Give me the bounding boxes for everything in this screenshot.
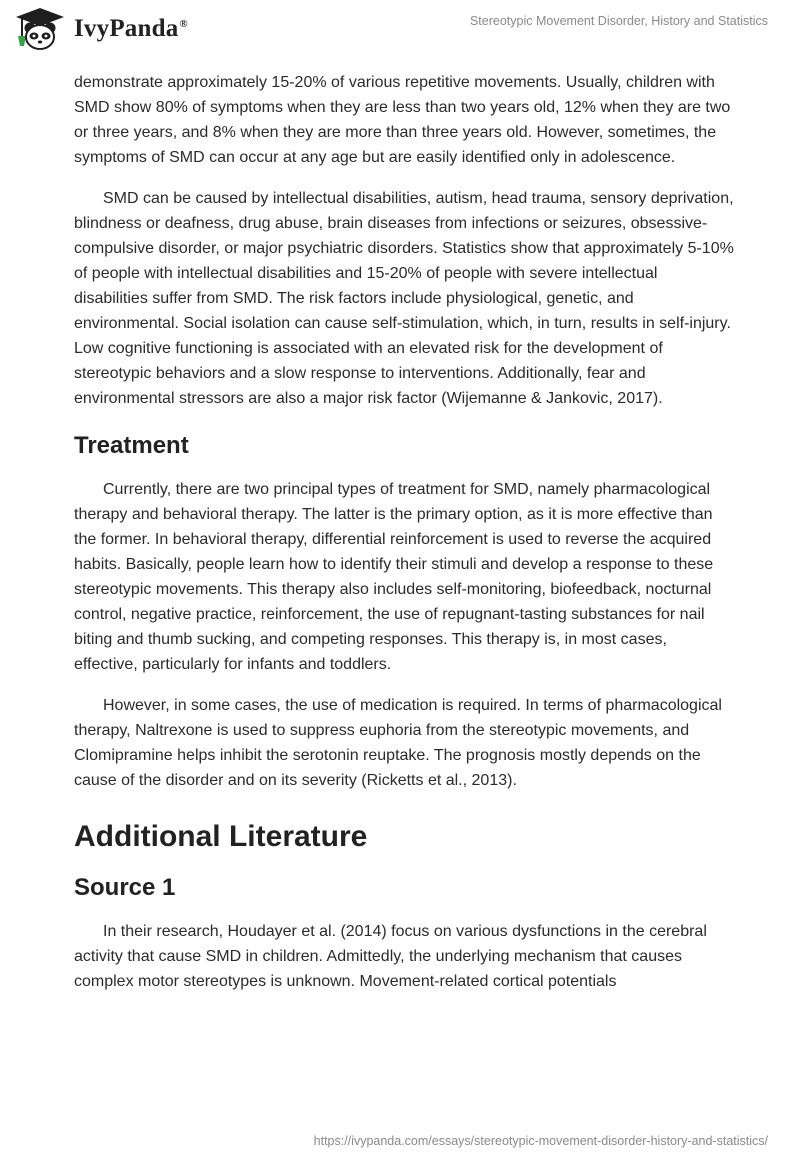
heading-source-1: Source 1 xyxy=(74,874,176,901)
paragraph-source-1: In their research, Houdayer et al. (2014) focus on various dysfunctions in the cerebral activity that cause SMD in children. Admittedly, the underlying mechanism that causes complex motor stereotypes is unknown. Movement-related cortical potentials xyxy=(74,923,707,990)
logo-wordmark: IvyPanda® xyxy=(74,15,188,42)
ivypanda-logo[interactable] xyxy=(14,6,188,52)
registered-mark: ® xyxy=(179,17,188,30)
paragraph-treatment-2: However, in some cases, the use of medication is required. In terms of pharmacological therapy, Naltrexone is used to suppress euphoria from the stereotypic movements, and Clomipramine helps inhibit the serotonin reuptake. The prognosis mostly depends on the cause of the disorder and on its severity (Ricketts et al., 2013). xyxy=(74,697,722,789)
paragraph-treatment-1: Currently, there are two principal types of treatment for SMD, namely pharmacological therapy and behavioral therapy. The latter is the primary option, as it is more effective than the former. In behavioral therapy, differential reinforcement is used to reverse the acquired habits. Basically, people learn how to identify their stimuli and develop a response to these stereotypic movements. This therapy also includes self-monitoring, biofeedback, nocturnal control, negative practice, reinforcement, the use of repugnant-tasting substances for nail biting and thumb sucking, and competing responses. This therapy is, in most cases, effective, particularly for infants and toddlers. xyxy=(74,481,714,673)
running-title: Stereotypic Movement Disorder, History and Statistics xyxy=(469,14,768,28)
essay-content xyxy=(74,70,734,1010)
panda-graduate-icon xyxy=(14,6,66,52)
page-header xyxy=(0,0,800,70)
paragraph-causes: SMD can be caused by intellectual disabilities, autism, head trauma, sensory deprivation, blindness or deafness, drug abuse, brain diseases from infections or seizures, obsessive-compulsive disorder, or major psychiatric disorders. Statistics show that approximately 5-10% of people with intellectual disabilities and 15-20% of people with severe intellectual disabilities suffer from SMD. The risk factors include physiological, genetic, and environmental. Social isolation can cause self-stimulation, which, in turn, results in self-injury. Low cognitive functioning is associated with an elevated risk for the development of stereotypic behaviors and a slow response to interventions. Additionally, fear and environmental stressors are also a major risk factor (Wijemanne & Jankovic, 2017). xyxy=(74,190,734,407)
heading-treatment: Treatment xyxy=(74,432,189,459)
heading-additional-literature: Additional Literature xyxy=(74,820,368,853)
paragraph-intro-continued: demonstrate approximately 15-20% of various repetitive movements. Usually, children with SMD show 80% of symptoms when they are less than two years old, 12% when they are two or three years, and 8% when they are more than three years old. However, sometimes, the symptoms of SMD can occur at any age but are easily identified only in adolescence. xyxy=(74,74,731,166)
footer-url-link[interactable]: https://ivypanda.com/essays/stereotypic-movement-disorder-history-and-statistics/ xyxy=(313,1134,768,1148)
